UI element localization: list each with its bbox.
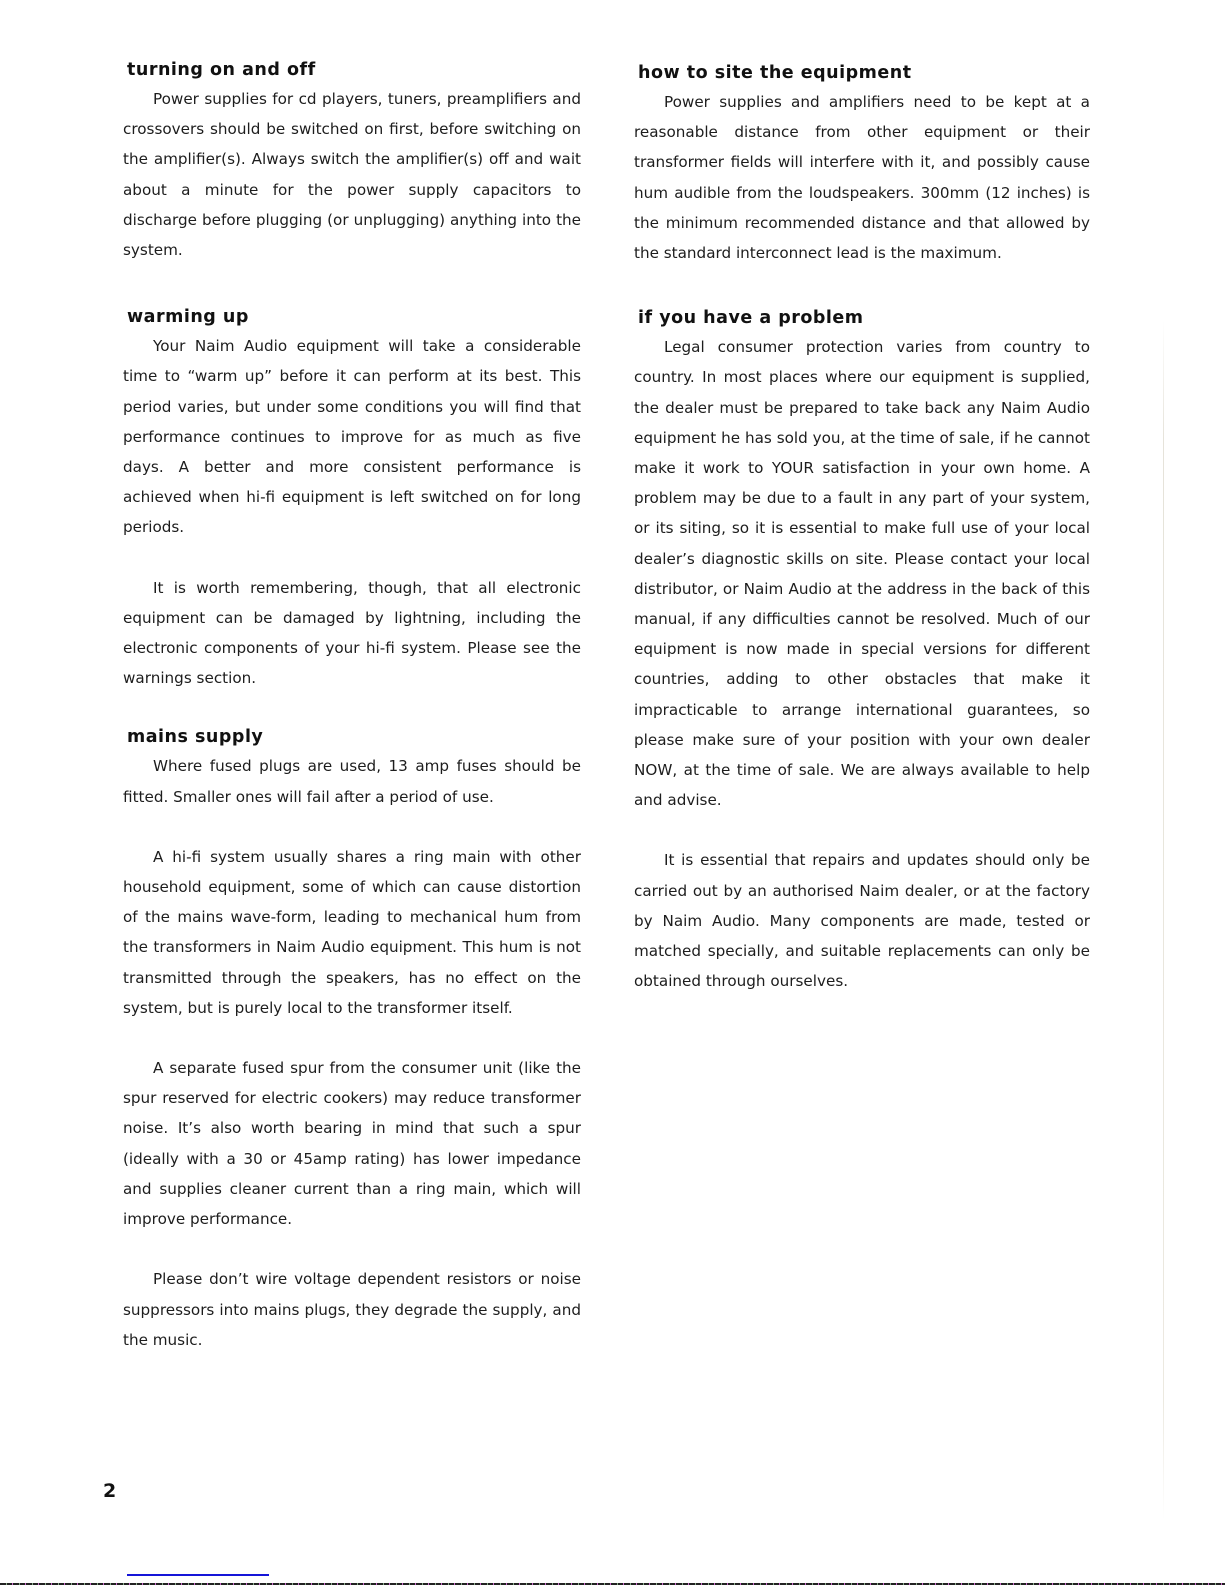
section-heading: warming up [127, 307, 249, 328]
left-column [123, 60, 581, 1355]
paragraph: Power supplies and amplifiers need to be kept at a reasonable distance from other equipment or their transformer fields will interfere with it, and possibly cause hum audible from the loudspeakers. 300mm (12 inches) is the minimum recommended distance and that allowed by the standard interconnect lead is the maximum. [634, 93, 1090, 263]
paragraph: A hi-fi system usually shares a ring main with other household equipment, some of which can cause distortion of the mains wave-form, leading to mechanical hum from the transformers in Naim Audio equipment. This hum is not transmitted through the speakers, has no effect on the system, but is purely local to the transformer itself. [123, 847, 581, 1017]
section-heading: turning on and off [127, 60, 316, 80]
paragraph: Power supplies for cd players, tuners, preamplifiers and crossovers should be switched on first, before switching on the amplifier(s). Always switch the amplifier(s) off and wait about a minute for the power supply capacitors to discharge before plugging (or unplugging) anything into the system. [123, 90, 581, 260]
section-mains-supply [123, 727, 581, 1354]
section-heading: how to site the equipment [638, 63, 912, 83]
paragraph: Please don’t wire voltage dependent resistors or noise suppressors into mains plugs, they degrade the supply, and the music. [123, 1270, 581, 1349]
paragraph: It is essential that repairs and updates should only be carried out by an authorised Naim dealer, or at the factory by Naim Audio. Many components are made, tested or matched specially, and suitable replacements can only be obtained through ourselves. [634, 851, 1090, 991]
section-turning-on-and-off [123, 60, 581, 265]
paragraph: Legal consumer protection varies from country to country. In most places where our equipment is supplied, the dealer must be prepared to take back any Naim Audio equipment he has sold you, at the time of sale, if he cannot make it work to YOUR satisfaction in your own home. A problem may be due to a fault in any part of your system, or its siting, so it is essential to make full use of your local dealer’s diagnostic skills on site. Please contact your local distributor, or Naim Audio at the address in the back of this manual, if any difficulties cannot be resolved. Much of our equipment is now made in special versions for different countries, adding to other obstacles that make it impracticable to arrange international guarantees, so please make sure of your position with your own dealer NOW, at the time of sale. We are always available to help and advise. [634, 338, 1090, 810]
right-column [634, 63, 1090, 996]
paragraph: It is worth remembering, though, that all electronic equipment can be damaged by lightning, including the electronic components of your hi-fi system. Please see the warnings section. [123, 578, 581, 688]
paragraph: Your Naim Audio equipment will take a considerable time to “warm up” before it can perform at its best. This period varies, but under some conditions you will find that performance continues to improve for as much as five days. A better and more consistent performance is achieved when hi-fi equipment is left switched on for long periods. [123, 337, 581, 537]
section-warming-up [123, 307, 581, 693]
paragraph: A separate fused spur from the consumer unit (like the spur reserved for electric cookers) may reduce transformer noise. It’s also worth bearing in mind that such a spur (ideally with a 30 or 45amp rating) has lower impedance and supplies cleaner current than a ring main, which will improve performance. [123, 1059, 581, 1229]
blue-underline-mark [127, 1574, 269, 1576]
scan-edge-line [1163, 320, 1164, 1520]
section-how-to-site-the-equipment [634, 63, 1090, 268]
section-heading: if you have a problem [638, 308, 864, 329]
paragraph: Where fused plugs are used, 13 amp fuses should be fitted. Smaller ones will fail after a period of use. [123, 757, 581, 806]
page-number: 2 [103, 1480, 117, 1502]
section-heading: mains supply [127, 727, 264, 748]
section-if-you-have-a-problem [634, 308, 1090, 996]
